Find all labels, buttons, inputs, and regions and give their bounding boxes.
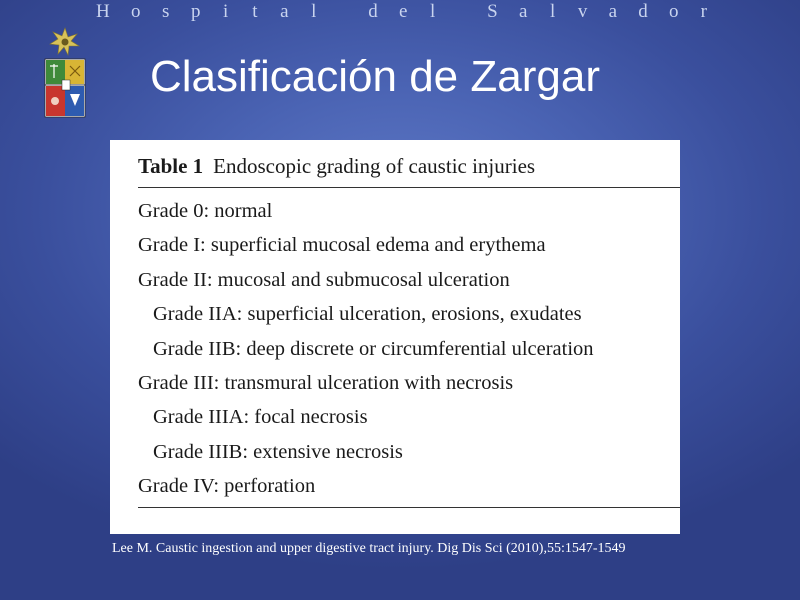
table-label: Table 1 <box>138 154 204 178</box>
hospital-name-letter: a <box>280 1 289 22</box>
table-bottom-rule <box>138 507 680 508</box>
hospital-name-letter: a <box>518 1 528 22</box>
hospital-name-letter <box>339 1 347 23</box>
reference-citation: Lee M. Caustic ingestion and upper digestive tract injury. Dig Dis Sci (2010),55:1547-1549 <box>112 541 626 556</box>
table-caption-text: Endoscopic grading of caustic injuries <box>213 154 536 178</box>
hospital-name-letter: r <box>700 1 707 22</box>
hospital-name-letter: S <box>487 1 498 22</box>
hospital-name-letter: l <box>430 1 436 22</box>
table-top-rule <box>138 187 680 188</box>
hospital-name-letter <box>458 1 466 23</box>
hospital-name-letter: e <box>399 1 408 22</box>
grade-row: Grade 0: normal <box>138 200 273 222</box>
hospital-name-letter: o <box>669 1 679 22</box>
hospital-name-letter: a <box>608 1 618 22</box>
hospital-name-letter: t <box>252 1 258 22</box>
header-band <box>0 0 800 24</box>
grade-row: Grade II: mucosal and submucosal ulceration <box>138 268 510 291</box>
shield-icon <box>45 59 85 117</box>
hospital-name-letter: p <box>190 1 201 22</box>
grade-row: Grade IIA: superficial ulceration, erosions, exudates <box>153 303 582 326</box>
grade-row: Grade I: superficial mucosal edema and erythema <box>138 234 546 257</box>
grade-row: Grade IIB: deep discrete or circumferential ulceration <box>153 337 594 360</box>
table-caption <box>138 150 668 182</box>
grade-row: Grade IV: perforation <box>138 475 316 498</box>
grade-list <box>138 194 678 504</box>
hospital-name-letter: o <box>130 1 141 22</box>
hospital-name-letter: d <box>368 1 378 22</box>
hospital-name-letter: l <box>311 1 317 22</box>
hospital-name-letter: d <box>638 1 648 22</box>
hospital-name-letter: H <box>96 1 110 22</box>
hospital-name <box>96 0 708 24</box>
hospital-name-letter: v <box>577 1 588 22</box>
grading-table <box>110 140 680 534</box>
hospital-name-letter: l <box>550 1 556 22</box>
university-crest-logo <box>40 26 90 122</box>
grade-row: Grade III: transmural ulceration with necrosis <box>138 371 514 394</box>
hospital-name-letter: s <box>162 1 170 22</box>
page-title: Clasificación de Zargar <box>150 52 600 101</box>
star-icon <box>50 28 79 55</box>
grade-row: Grade IIIB: extensive necrosis <box>153 440 403 463</box>
hospital-name-letter: i <box>223 1 229 22</box>
grade-row: Grade IIIA: focal necrosis <box>153 406 368 429</box>
